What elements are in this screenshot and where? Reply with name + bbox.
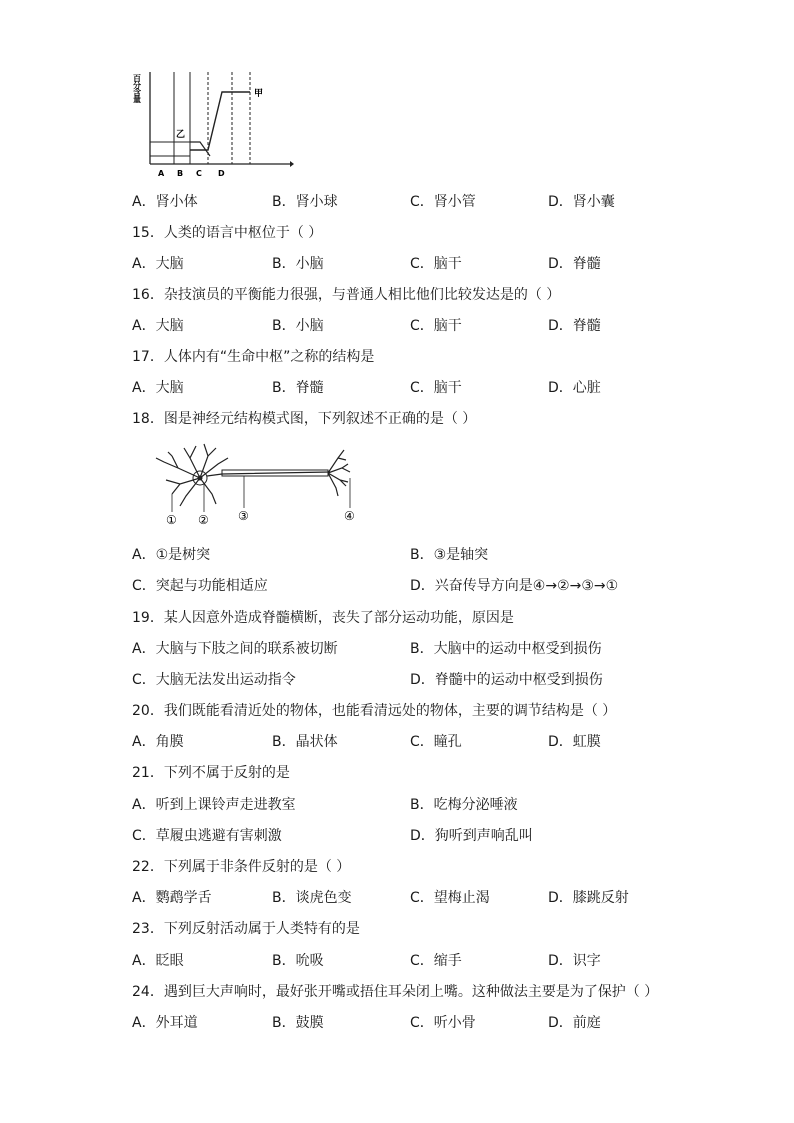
q24-option-c: C．听小骨 — [410, 1015, 476, 1031]
q23-option-a: A．眨眼 — [132, 953, 184, 969]
q23-stem: 23．下列反射活动属于人类特有的是 — [132, 921, 360, 937]
q19-option-d: D．脊髓中的运动中枢受到损伤 — [410, 672, 603, 688]
q16-option-a: A．大脑 — [132, 318, 184, 334]
q24-stem: 24．遇到巨大声响时，最好张开嘴或捂住耳朵闭上嘴。这种做法主要是为了保护（ ） — [132, 984, 659, 1000]
neuron-diagram-figure — [150, 438, 364, 530]
q21-option-d: D．狗听到声响乱叫 — [410, 828, 533, 844]
series-yi-line — [190, 142, 210, 156]
q15-stem: 15．人类的语言中枢位于（ ） — [132, 225, 323, 241]
q22-option-d: D．膝跳反射 — [548, 890, 629, 906]
q20-option-d: D．虹膜 — [548, 734, 601, 750]
neuron-nerve-endings — [328, 450, 350, 496]
q19-option-b: B．大脑中的运动中枢受到损伤 — [410, 641, 602, 657]
x-axis-arrow — [290, 161, 294, 167]
q21-option-a: A．听到上课铃声走进教室 — [132, 797, 296, 813]
q18-stem: 18．图是神经元结构模式图，下列叙述不正确的是（ ） — [132, 411, 477, 427]
q14-option-d: D．肾小囊 — [548, 194, 615, 210]
q18-option-d: D．兴奋传导方向是④→②→③→① — [410, 578, 619, 594]
q20-stem: 20．我们既能看清近处的物体，也能看清远处的物体，主要的调节结构是（ ） — [132, 703, 617, 719]
q16-option-d: D．脊髓 — [548, 318, 601, 334]
q22-option-a: A．鹦鹉学舌 — [132, 890, 212, 906]
q20-option-c: C．瞳孔 — [410, 734, 462, 750]
q19-stem: 19．某人因意外造成脊髓横断，丧失了部分运动功能，原因是 — [132, 610, 514, 626]
q21-stem: 21．下列不属于反射的是 — [132, 765, 290, 781]
x-tick-a: A — [158, 169, 165, 178]
q19-option-a: A．大脑与下肢之间的联系被切断 — [132, 641, 338, 657]
series-yi-label: 乙 — [176, 130, 186, 140]
q15-option-b: B．小脑 — [272, 256, 324, 272]
neuron-label-4: ④ — [344, 509, 355, 523]
q21-option-b: B．吃梅分泌唾液 — [410, 797, 518, 813]
q17-option-a: A．大脑 — [132, 380, 184, 396]
q14-option-b: B．肾小球 — [272, 194, 338, 210]
q21-option-c: C．草履虫逃避有害刺激 — [132, 828, 282, 844]
neuron-nucleus — [198, 476, 203, 481]
q17-option-c: C．脑干 — [410, 380, 462, 396]
q22-option-c: C．望梅止渴 — [410, 890, 490, 906]
q18-option-c: C．突起与功能相适应 — [132, 578, 268, 594]
neuron-axon — [207, 472, 330, 476]
series-jia-line — [190, 92, 250, 150]
q19-option-c: C．大脑无法发出运动指令 — [132, 672, 296, 688]
q15-option-d: D．脊髓 — [548, 256, 601, 272]
q23-option-b: B．吮吸 — [272, 953, 324, 969]
graph-region-a-b — [150, 142, 190, 156]
q14-option-c: C．肾小管 — [410, 194, 476, 210]
q17-option-d: D．心脏 — [548, 380, 601, 396]
neuron-label-3: ③ — [238, 509, 249, 523]
q22-option-b: B．谈虎色变 — [272, 890, 352, 906]
q22-stem: 22．下列属于非条件反射的是（ ） — [132, 859, 351, 875]
x-tick-d: D — [218, 169, 225, 178]
x-tick-b: B — [177, 169, 184, 178]
q24-option-a: A．外耳道 — [132, 1015, 198, 1031]
q24-option-d: D．前庭 — [548, 1015, 601, 1031]
q20-option-b: B．晶状体 — [272, 734, 338, 750]
q14-option-a: A．肾小体 — [132, 194, 198, 210]
q16-option-b: B．小脑 — [272, 318, 324, 334]
graph-ylabel: 百分含量 — [132, 74, 142, 102]
q17-option-b: B．脊髓 — [272, 380, 324, 396]
q18-option-a: A．①是树突 — [132, 547, 211, 563]
q18-option-b: B．③是轴突 — [410, 547, 489, 563]
q23-option-c: C．缩手 — [410, 953, 462, 969]
series-jia-label: 甲 — [254, 89, 264, 99]
q15-option-a: A．大脑 — [132, 256, 184, 272]
q17-stem: 17．人体内有“生命中枢”之称的结构是 — [132, 349, 375, 365]
q24-option-b: B．鼓膜 — [272, 1015, 324, 1031]
neuron-label-2: ② — [198, 513, 209, 527]
q15-option-c: C．脑干 — [410, 256, 462, 272]
q16-option-c: C．脑干 — [410, 318, 462, 334]
q16-stem: 16．杂技演员的平衡能力很强，与普通人相比他们比较发达是的（ ） — [132, 287, 561, 303]
x-tick-c: C — [196, 169, 202, 178]
neuron-label-1: ① — [166, 513, 177, 527]
q23-option-d: D．识字 — [548, 953, 601, 969]
q20-option-a: A．角膜 — [132, 734, 184, 750]
concentration-graph-figure — [134, 66, 294, 182]
